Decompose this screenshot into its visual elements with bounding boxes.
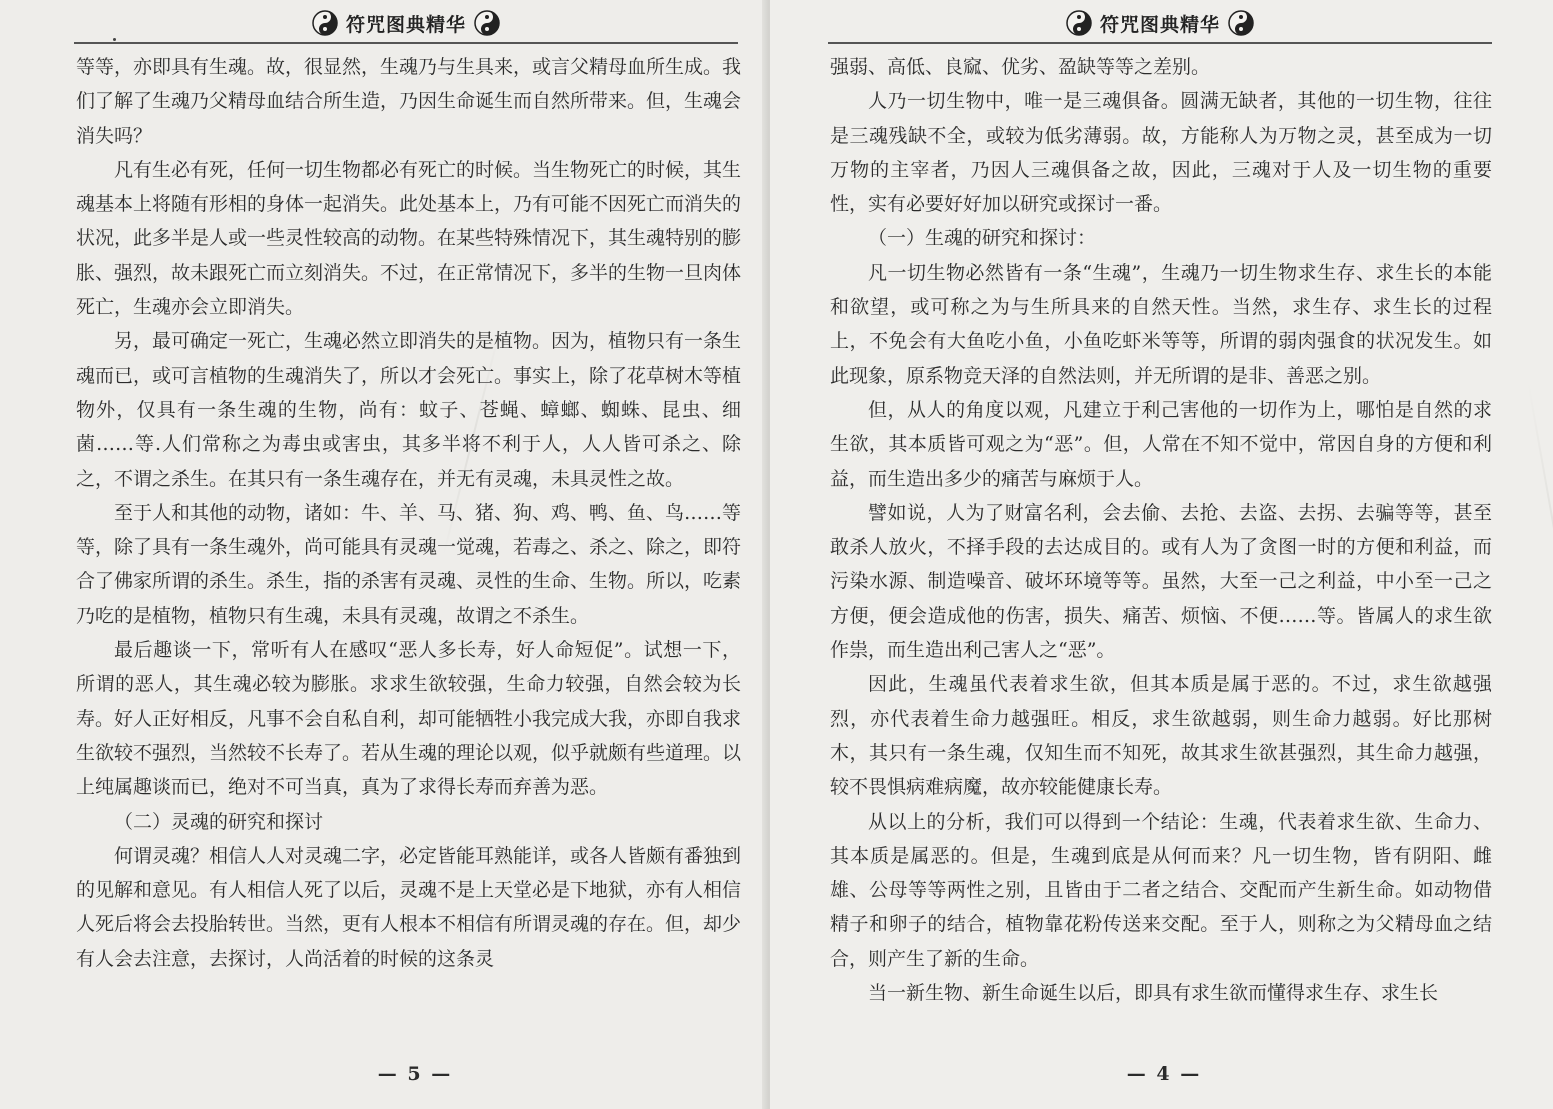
yin-yang-icon [1228, 10, 1254, 36]
paragraph: 凡有生必有死，任何一切生物都必有死亡的时候。当生物死亡的时候，其生魂基本上将随有形相的身体一起消失。此处基本上，乃有可能不因死亡而消失的状况，此多半是人或一些灵性较高的动物。在某些特殊情况下，其生魂特别的膨胀、强烈，故未跟死亡而立刻消失。不过，在正常情况下，多半的生物一旦肉体死亡，生魂亦会立即消失。 [76, 158, 742, 319]
left-page-header [74, 6, 738, 40]
paragraph: 等等，亦即具有生魂。故，很显然，生魂乃与生具来，或言父精母血所生成。我们了解了生魂乃父精母血结合所生造，乃因生命诞生而自然所带来。但，生魂会消失吗？ [76, 56, 742, 147]
book-title: 符咒图典精华 [1099, 13, 1220, 36]
paragraph: 凡一切生物必然皆有一条“生魂”，生魂乃一切生物求生存、求生长的本能和欲望，或可称之为与生所具来的自然天性。当然，求生存、求生长的过程上，不免会有大鱼吃小鱼，小鱼吃虾米等等，所谓的弱肉强食的状况发生。如此现象，原系物竞天泽的自然法则，并无所谓的是非、善恶之别。 [830, 261, 1492, 387]
left-page [0, 0, 770, 1109]
page-number: — 5 — [377, 1063, 453, 1085]
yin-yang-icon [1066, 10, 1092, 36]
paper-crease [1527, 382, 1553, 697]
yin-yang-icon [312, 10, 338, 36]
paragraph: 何谓灵魂？相信人人对灵魂二字，必定皆能耳熟能详，或各人皆颇有番独到的见解和意见。有人相信人死了以后，灵魂不是上天堂必是下地狱，亦有人相信人死后将会去投胎转世。当然，更有人根本不相信有所谓灵魂的存在。但，却少有人会去注意，去探讨，人尚活着的时候的这条灵 [76, 844, 742, 970]
paragraph: 强弱、高低、良窳、优劣、盈缺等等之差别。 [830, 56, 1211, 78]
paragraph: 因此，生魂虽代表着求生欲，但其本质是属于恶的。不过，求生欲越强烈，亦代表着生命力越强旺。相反，求生欲越弱，则生命力越弱。好比那树木，其只有一条生魂，仅知生而不知死，故其求生欲甚强烈，其生命力越强，较不畏惧病难病魔，故亦较能健康长寿。 [830, 673, 1492, 799]
right-page-body [830, 50, 1492, 1010]
paragraph: 从以上的分析，我们可以得到一个结论：生魂，代表着求生欲、生命力、其本质是属恶的。但是，生魂到底是从何而来？凡一切生物，皆有阴阳、雌雄、公母等等两性之别，且皆由于二者之结合、交配而产生新生命。如动物借精子和卵子的结合，植物靠花粉传送来交配。至于人，则称之为父精母血之结合，则产生了新的生命。 [830, 810, 1492, 970]
paragraph: 另，最可确定一死亡，生魂必然立即消失的是植物。因为，植物只有一条生魂而已，或可言植物的生魂消失了，所以才会死亡。事实上，除了花草树木等植物外，仅具有一条生魂的生物，尚有：蚊子、苍蝇、蟑螂、蜘蛛、昆虫、细菌……等.人们常称之为毒虫或害虫，其多半将不利于人，人人皆可杀之、除之，不谓之杀生。在其只有一条生魂存在，并无有灵魂，未具灵性之故。 [76, 330, 742, 490]
yin-yang-icon [474, 10, 500, 36]
header-divider [828, 42, 1492, 44]
left-page-body [76, 50, 741, 976]
header-divider [74, 42, 738, 44]
paragraph: 最后趣谈一下，常听有人在感叹“恶人多长寿，好人命短促”。试想一下，所谓的恶人，其生魂必较为膨胀。求求生欲较强，生命力较强，自然会较为长寿。好人正好相反，凡事不会自私自利，却可能牺牲小我完成大我，亦即自我求生欲较不强烈，当然较不长寿了。若从生魂的理论以观，似乎就颇有些道理。以上纯属趣谈而已，绝对不可当真，真为了求得长寿而弃善为恶。 [76, 639, 742, 799]
right-page [770, 0, 1553, 1109]
paragraph: 人乃一切生物中，唯一是三魂俱备。圆满无缺者，其他的一切生物，往往是三魂残缺不全，或较为低劣薄弱。故，方能称人为万物之灵，甚至成为一切万物的主宰者，乃因人三魂俱备之故，因此，三魂对于人及一切生物的重要性，实有必要好好加以研究或探讨一番。 [830, 90, 1492, 216]
right-page-header [828, 6, 1492, 40]
paragraph: 至于人和其他的动物，诸如：牛、羊、马、猪、狗、鸡、鸭、鱼、鸟……等等，除了具有一条生魂外，尚可能具有灵魂一觉魂，若毒之、杀之、除之，即符合了佛家所谓的杀生。杀生，指的杀害有灵魂、灵性的生命、生物。所以，吃素乃吃的是植物，植物只有生魂，未具有灵魂，故谓之不杀生。 [76, 501, 742, 627]
book-title: 符咒图典精华 [345, 13, 466, 36]
print-speck [113, 38, 116, 41]
paragraph: 当一新生物、新生命诞生以后，即具有求生欲而懂得求生存、求生长 [868, 982, 1439, 1005]
page-number: — 4 — [1126, 1063, 1202, 1085]
section-heading: （二）灵魂的研究和探讨 [114, 810, 324, 833]
paragraph: 譬如说，人为了财富名利，会去偷、去抢、去盗、去拐、去骗等等，甚至敢杀人放火，不择手段的去达成目的。或有人为了贪图一时的方便和利益，而污染水源、制造噪音、破坏环境等等。虽然，大至一己之利益，中小至一己之方便，便会造成他的伤害，损失、痛苦、烦恼、不便……等。皆属人的求生欲作祟，而生造出利己害人之“恶”。 [830, 501, 1492, 662]
paragraph: 但，从人的角度以观，凡建立于利己害他的一切作为上，哪怕是自然的求生欲，其本质皆可观之为“恶”。但，人常在不知不觉中，常因自身的方便和利益，而生造出多少的痛苦与麻烦于人。 [830, 398, 1492, 490]
section-heading: （一）生魂的研究和探讨： [868, 227, 1097, 250]
